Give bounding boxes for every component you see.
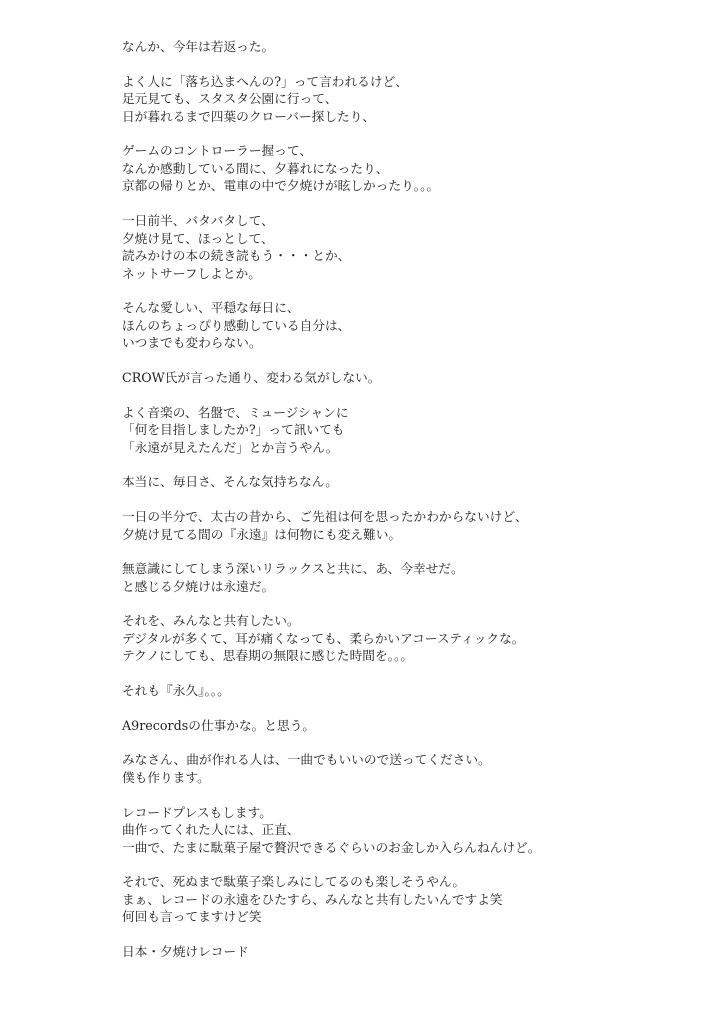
text-line: それも『永久』。。。 [122,683,230,699]
paragraph [122,369,682,387]
text-line: 僕も作ります。 [122,769,210,785]
text-line: 日本・夕焼けレコード [122,944,249,959]
paragraph [122,873,682,926]
text-line: ゲームのコントローラー握って、 [122,143,313,159]
text-line: と感じる夕焼けは永遠だ。 [122,578,275,594]
text-line: 読みかけの本の続き読もう・・・とか、 [122,248,351,264]
text-line: 京都の帰りとか、電車の中で夕焼けが眩しかったり。。。 [122,178,440,194]
text-line: デジタルが多くて、耳が痛くなっても、柔らかいアコースティックな。 [122,630,525,646]
document-body [122,38,682,978]
text-line: 一日前半、バタバタして、 [122,213,274,229]
paragraph [122,717,682,735]
paragraph [122,682,682,700]
text-line: 何回も言ってますけど笑 [122,909,262,925]
paragraph [122,751,682,786]
paragraph [122,508,682,543]
text-line: いつまでも変わらない。 [122,335,262,351]
text-line: それを、みんなと共有したい。 [122,613,300,629]
text-line: 本当に、毎日さ、そんな気持ちなん。 [122,474,338,490]
text-line: テクノにしても、思春期の無限に感じた時間を。。。 [122,648,414,664]
paragraph [122,943,682,961]
paragraph [122,473,682,491]
text-line: よく人に「落ち込まへんの?」って言われるけど、 [122,73,408,89]
text-line: CROW氏が言った通り、変わる気がしない。 [122,369,381,385]
paragraph [122,560,682,595]
text-line: 夕焼け見て、ほっとして、 [122,230,274,246]
text-line: ネットサーフしよとか。 [122,265,261,281]
text-line: 「永遠が見えたんだ」とか言うやん。 [122,439,339,455]
text-line: 日が暮れるまで四葉のクローバー探したり、 [122,108,376,124]
text-line: 一曲で、たまに駄菓子屋で贅沢できるぐらいのお金しか入らんねんけど。 [122,839,541,855]
text-line: なんか感動している間に、夕暮れになったり、 [122,160,389,176]
text-line: 無意識にしてしまう深いリラックスと共に、あ、今幸せだ。 [122,561,464,577]
paragraph [122,38,682,56]
text-line: A9recordsの仕事かな。と思う。 [122,717,316,733]
paragraph [122,212,682,282]
text-line: 「何を目指しましたか?」って訊いても [122,422,345,438]
text-line: 曲作ってくれた人には、正直、 [122,822,300,838]
text-line: それで、死ぬまで駄菓子楽しみにしてるのも楽しそうやん。 [122,874,466,890]
paragraph [122,142,682,195]
text-line: まぁ、レコードの永遠をひたすら、みんなと共有したいんですよ笑 [122,891,503,907]
text-line: ほんのちょっぴり感動している自分は、 [122,317,351,333]
text-line: そんな愛しい、平穏な毎日に、 [122,300,300,316]
paragraph [122,804,682,857]
text-line: よく音楽の、名盤で、ミュージシャンに [122,404,349,420]
paragraph [122,73,682,126]
text-line: レコードプレスもします。 [122,804,272,820]
text-line: なんか、今年は若返った。 [122,39,275,54]
text-line: みなさん、曲が作れる人は、一曲でもいいので送ってください。 [122,752,491,768]
text-line: 足元見ても、スタスタ公園に行って、 [122,91,338,107]
text-line: 一日の半分で、太古の昔から、ご先祖は何を思ったかわからないけど、 [122,509,528,524]
paragraph [122,299,682,352]
paragraph [122,404,682,457]
text-line: 夕焼け見てる間の『永遠』は何物にも変え難い。 [122,526,402,542]
paragraph [122,612,682,665]
